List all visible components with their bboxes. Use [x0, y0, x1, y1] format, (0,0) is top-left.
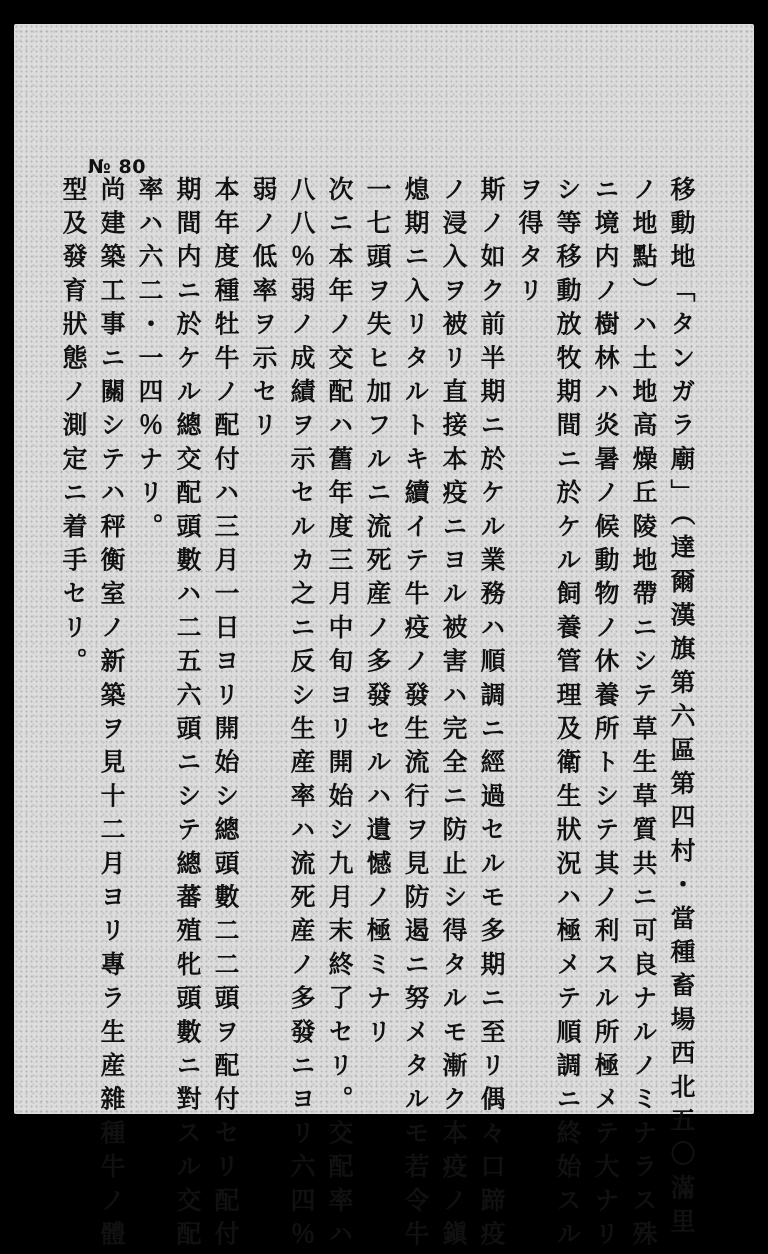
text-column: 期間内ニ於ケル總交配頭數ハ二五六頭ニシテ總蕃殖牝頭數ニ對スル交配: [173, 176, 202, 1254]
text-column: 型及發育狀態ノ測定ニ着手セリ。: [59, 176, 88, 682]
text-column: ヲ得タリ: [515, 176, 544, 311]
text-column: 移動地「タンガラ廟」（達爾漢旗第六區第四村・當種畜場西北五〇滿里: [667, 176, 696, 1242]
text-column: ニ境内ノ樹林ハ炎暑ノ候動物ノ休養所トシテ其ノ利スル所極メテ大ナリ: [591, 176, 620, 1254]
text-column: 尚建築工事ニ關シテハ秤衡室ノ新築ヲ見十二月ヨリ專ラ生産雜種牛ノ體: [97, 176, 126, 1254]
text-column: ノ浸入ヲ被リ直接本疫ニヨル被害ハ完全ニ防止シ得タルモ漸ク本疫ノ鎭: [439, 176, 468, 1254]
text-column: 率ハ六二・一四％ナリ。: [135, 176, 164, 547]
document-page: [14, 24, 754, 1254]
text-column: 斯ノ如ク前半期ニ於ケル業務ハ順調ニ經過セルモ多期ニ至リ偶々口蹄疫: [477, 176, 506, 1254]
text-column: 熄期ニ入リタルトキ續イテ牛疫ノ發生流行ヲ見防遏ニ努メタルモ若令牛: [401, 176, 430, 1254]
text-column: 一七頭ヲ失ヒ加フルニ流死産ノ多發セルハ遺憾ノ極ミナリ: [363, 176, 392, 1053]
text-column: 弱ノ低率ヲ示セリ: [249, 176, 278, 446]
text-column: 八八％弱ノ成績ヲ示セルカ之ニ反シ生産率ハ流死産ノ多發ニヨリ六四％: [287, 176, 316, 1254]
text-column: ノ地點）ハ土地高燥丘陵地帶ニシテ草生草質共ニ可良ナルノミナラス殊: [629, 176, 658, 1254]
text-column: シ等移動放牧期間ニ於ケル飼養管理及衛生狀況ハ極メテ順調ニ終始スル: [553, 176, 582, 1254]
vertical-text-block: [59, 176, 700, 1254]
text-column: 本年度種牡牛ノ配付ハ三月一日ヨリ開始シ總頭數二二頭ヲ配付セリ配付: [211, 176, 240, 1254]
text-column: 次ニ本年ノ交配ハ舊年度三月中旬ヨリ開始シ九月末終了セリ。交配率ハ: [325, 176, 354, 1254]
page-number: № 80: [88, 156, 146, 178]
